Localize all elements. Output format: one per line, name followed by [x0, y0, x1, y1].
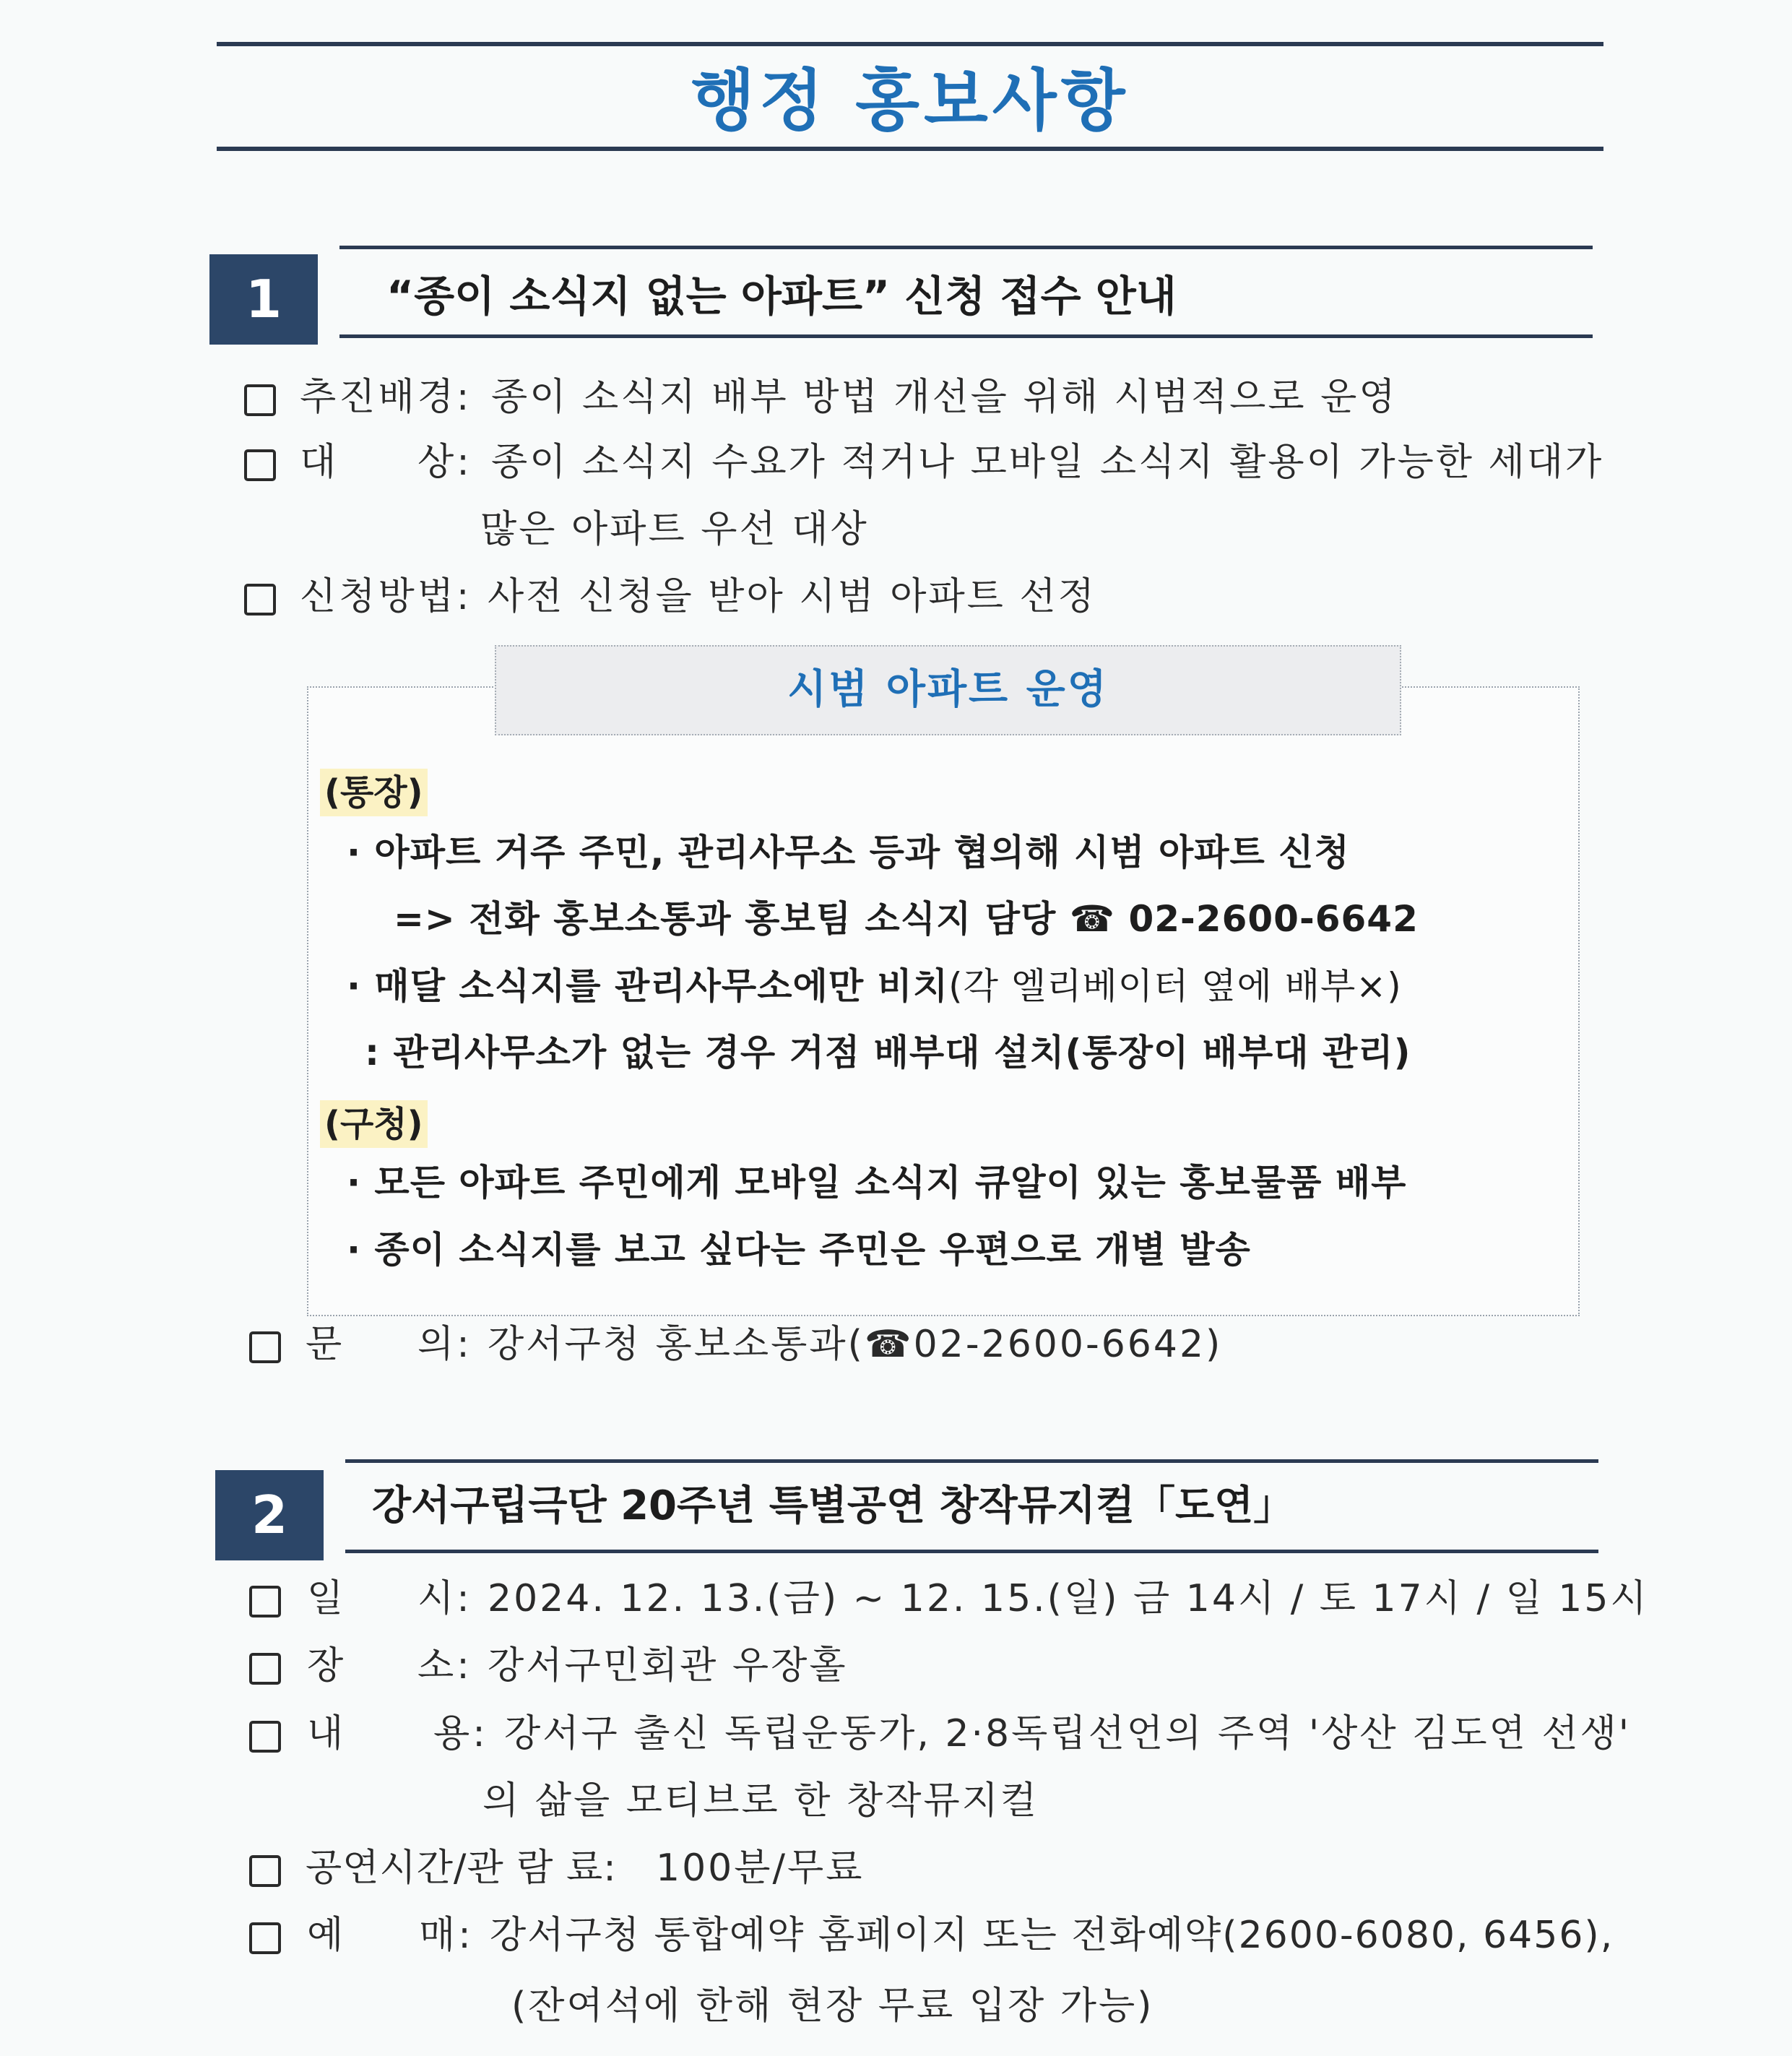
group-tag-gucheong: (구청) [320, 1100, 428, 1148]
item-label: 의: [417, 1323, 472, 1366]
item-label: 내 [307, 1712, 347, 1755]
item-label: 매: [419, 1914, 474, 1957]
checkbox-icon [249, 1586, 281, 1617]
pilot-box-heading: 시범 아파트 운영 [495, 645, 1401, 735]
item-value-continued: (잔여석에 한해 현장 무료 입장 가능) [511, 1984, 1154, 2028]
item-label: 상: [417, 441, 472, 484]
section-1-top-rule [339, 246, 1593, 249]
phone-icon: ☎ [1069, 898, 1116, 940]
item-label: 일 [307, 1577, 347, 1620]
checkbox-icon [249, 1922, 281, 1954]
section-1-bottom-rule [339, 334, 1593, 338]
checkbox-icon [244, 584, 276, 615]
item-value: 종이 소식지 배부 방법 개선을 위해 시범적으로 운영 [491, 376, 1398, 419]
box-line: · 아파트 거주 주민, 관리사무소 등과 협의해 시범 아파트 신청 [347, 832, 1350, 873]
checkbox-icon [244, 449, 276, 481]
item-label: 용: [433, 1712, 488, 1755]
section-2-bottom-rule [345, 1550, 1598, 1553]
section-2-top-rule [345, 1459, 1598, 1463]
box-line: : 관리사무소가 없는 경우 거점 배부대 설치(통장이 배부대 관리) [365, 1032, 1411, 1074]
item-label: 추진배경: [300, 376, 472, 419]
box-line-text: · 매달 소식지를 관리사무소에만 비치 [347, 965, 949, 1007]
checkbox-icon [244, 384, 276, 416]
checkbox-icon [249, 1331, 281, 1363]
checkbox-icon [249, 1855, 281, 1887]
item-value: 종이 소식지 수요가 적거나 모바일 소식지 활용이 가능한 세대가 [491, 441, 1604, 484]
item-label: 장 [307, 1644, 347, 1688]
group-tag-tongjang: (통장) [320, 769, 428, 816]
title-bottom-rule [217, 147, 1603, 151]
box-line: · 종이 소식지를 보고 싶다는 주민은 우편으로 개별 발송 [347, 1229, 1251, 1271]
checkbox-icon [249, 1653, 281, 1685]
section-2-title: 강서구립극단 20주년 특별공연 창작뮤지컬「도연」 [372, 1482, 1294, 1529]
item-label: 예 [307, 1914, 347, 1957]
box-line-note: (각 엘리베이터 옆에 배부×) [948, 965, 1402, 1007]
item-value: 강서구민회관 우장홀 [488, 1644, 848, 1688]
box-line-text: => 전화 홍보소통과 홍보팀 소식지 담당 [394, 898, 1057, 940]
box-line-phone [394, 894, 1419, 944]
item-value-continued: 의 삶을 모티브로 한 창작뮤지컬 [482, 1779, 1039, 1823]
checkbox-icon [249, 1721, 281, 1753]
item-label: 소: [417, 1644, 472, 1688]
section-1-title: “종이 소식지 없는 아파트” 신청 접수 안내 [386, 272, 1177, 321]
item-value-continued: 많은 아파트 우선 대상 [480, 508, 869, 551]
section-1-number: 1 [209, 254, 318, 345]
item-label: 대 [300, 441, 339, 484]
item-label: 시: [417, 1577, 472, 1620]
item-value: 2024. 12. 13.(금) ~ 12. 15.(일) 금 14시 / 토 17시 / 일 15시 [488, 1577, 1649, 1620]
contact-value: 강서구청 홍보소통과(☎02-2600-6642) [488, 1323, 1223, 1366]
document-title: 행정 홍보사항 [691, 62, 1130, 139]
phone-number: 02-2600-6642 [1128, 898, 1419, 940]
item-value: 100분/무료 [656, 1846, 865, 1890]
item-value: 강서구청 통합예약 홈페이지 또는 전화예약(2600-6080, 6456), [490, 1914, 1614, 1957]
title-top-rule [217, 42, 1603, 46]
item-value: 사전 신청을 받아 시범 아파트 선정 [488, 575, 1096, 618]
item-value: 강서구 출신 독립운동가, 2·8독립선언의 주역 '상산 김도연 선생' [504, 1712, 1632, 1755]
item-label: 문 [306, 1323, 345, 1366]
section-2-number: 2 [215, 1470, 324, 1560]
box-line: · 모든 아파트 주민에게 모바일 소식지 큐알이 있는 홍보물품 배부 [347, 1162, 1407, 1204]
item-label: 공연시간/관 람 료: [306, 1846, 617, 1890]
box-line [347, 961, 1402, 1011]
item-label: 신청방법: [300, 575, 472, 618]
